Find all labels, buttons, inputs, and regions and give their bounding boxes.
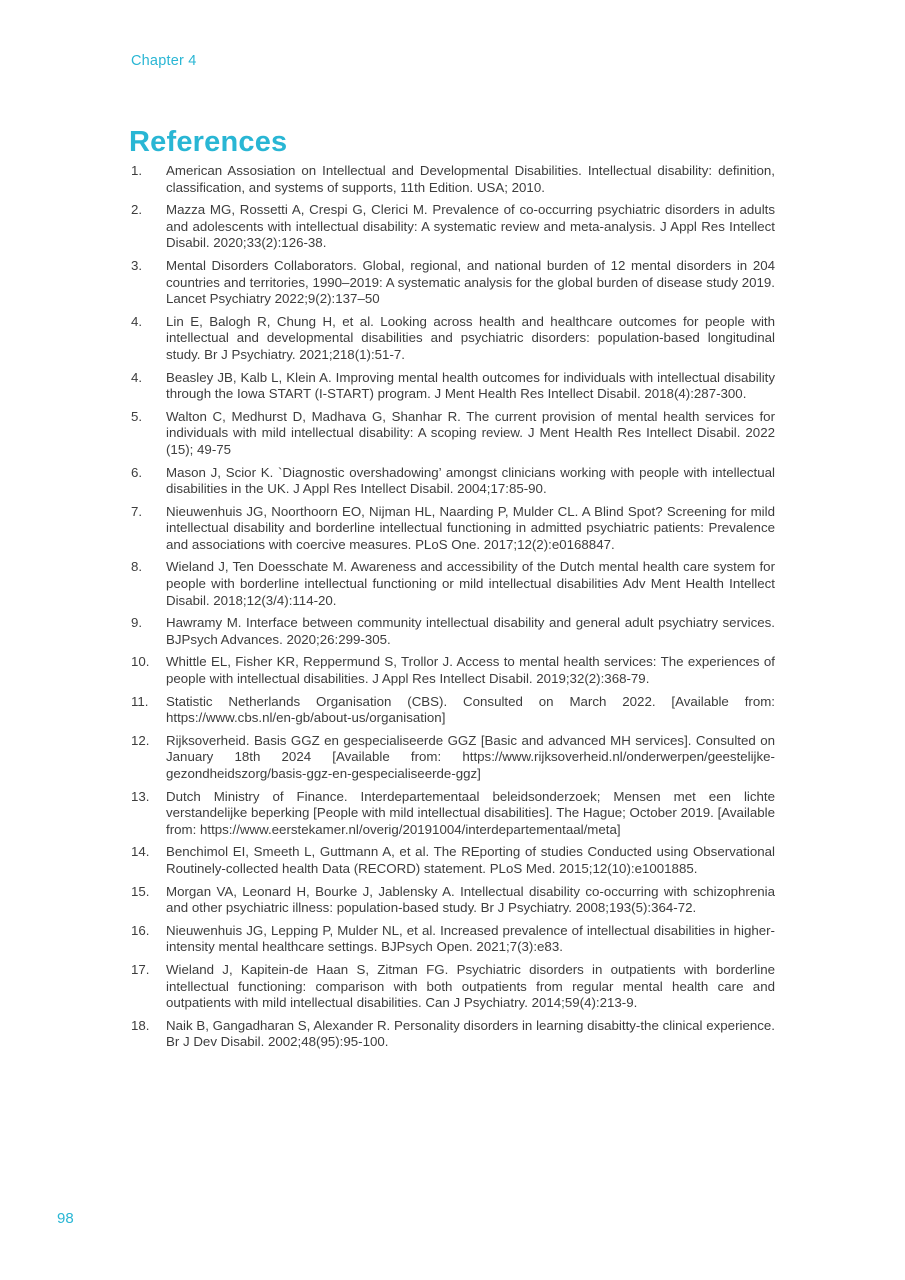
- reference-number: 4.: [131, 369, 143, 385]
- reference-text: Dutch Ministry of Finance. Interdepartementaal beleidsonderzoek; Mensen met een lichte verstandelijke beperking [People with mild intellectual disabilities]. The Hague; October 2019. [Available from: https://www.eerstekamer.nl/overig/20191004/interdepartementaal/meta]: [166, 788, 775, 837]
- reference-text: American Assosiation on Intellectual and Developmental Disabilities. Intellectual disability: definition, classification, and systems of supports, 11th Edition. USA; 2010.: [166, 163, 775, 195]
- reference-item: [131, 733, 775, 783]
- reference-item: [131, 202, 775, 252]
- reference-text: Mazza MG, Rossetti A, Crespi G, Clerici M. Prevalence of co-occurring psychiatric disorders in adults and adolescents with intellectual disability: A systematic review and meta-analysis. J Appl Res Intellect Disabil. 2020;33(2):126-38.: [166, 202, 775, 251]
- reference-text: Wieland J, Ten Doesschate M. Awareness and accessibility of the Dutch mental health care system for people with borderline intellectual functioning or mild intellectual disabilities Adv Ment Health Intellect Disabil. 2018;12(3/4):114-20.: [166, 559, 775, 608]
- reference-text: Walton C, Medhurst D, Madhava G, Shanhar R. The current provision of mental health services for individuals with mild intellectual disability: A scoping review. J Ment Health Res Intellect Disabil. 2022 (15); 49-75: [166, 408, 775, 457]
- reference-item: [131, 962, 775, 1012]
- reference-text: Naik B, Gangadharan S, Alexander R. Personality disorders in learning disabitty-the clinical experience. Br J Dev Disabil. 2002;48(95):95-100.: [166, 1017, 775, 1050]
- reference-number: 1.: [131, 163, 143, 178]
- reference-number: 12.: [131, 732, 150, 748]
- reference-item: [131, 884, 775, 917]
- reference-text: Statistic Netherlands Organisation (CBS). Consulted on March 2022. [Available from: https://www.cbs.nl/en-gb/about-us/organisation]: [166, 693, 775, 726]
- reference-text: Benchimol EI, Smeeth L, Guttmann A, et al. The REporting of studies Conducted using Observational Routinely-collected health Data (RECORD) statement. PLoS Med. 2015;12(10):e1001885.: [166, 844, 775, 876]
- reference-list: [131, 163, 775, 1057]
- reference-text: Hawramy M. Interface between community intellectual disability and general adult psychiatry services. BJPsych Advances. 2020;26:299-305.: [166, 615, 775, 647]
- reference-number: 5.: [131, 408, 143, 424]
- reference-item: [131, 465, 775, 498]
- reference-item: [131, 314, 775, 364]
- reference-text: Beasley JB, Kalb L, Klein A. Improving mental health outcomes for individuals with intellectual disability through the Iowa START (I-START) program. J Ment Health Res Intellect Disabil. 2018(4):287-300.: [166, 369, 775, 402]
- reference-item: [131, 654, 775, 687]
- reference-number: 7.: [131, 503, 143, 519]
- reference-item: [131, 1018, 775, 1051]
- reference-item: [131, 504, 775, 554]
- reference-item: [131, 258, 775, 308]
- chapter-label: Chapter 4: [131, 53, 197, 69]
- reference-number: 8.: [131, 559, 143, 575]
- reference-text: Mental Disorders Collaborators. Global, regional, and national burden of 12 mental disorders in 204 countries and territories, 1990–2019: A systematic analysis for the global burden of disease study 2019. Lancet Psychiatry 2022;9(2):137–50: [166, 257, 775, 307]
- reference-number: 18.: [131, 1017, 150, 1033]
- reference-text: Nieuwenhuis JG, Noorthoorn EO, Nijman HL, Naarding P, Mulder CL. A Blind Spot? Screening for mild intellectual disability and borderline intellectual functioning in admitted psychiatric patients: Prevalence and associations with coercive measures. PLoS One. 2017;12(2):e0168847.: [166, 503, 775, 552]
- reference-item: [131, 409, 775, 459]
- reference-number: 15.: [131, 883, 150, 899]
- reference-number: 17.: [131, 961, 150, 977]
- page-title: References: [129, 126, 288, 158]
- reference-item: [131, 789, 775, 839]
- reference-item: [131, 559, 775, 609]
- reference-number: 2.: [131, 202, 143, 218]
- reference-number: 14.: [131, 844, 150, 860]
- reference-text: Mason J, Scior K. `Diagnostic overshadowing’ amongst clinicians working with people with intellectual disabilities in the UK. J Appl Res Intellect Disabil. 2004;17:85-90.: [166, 464, 775, 497]
- reference-number: 11.: [131, 693, 149, 709]
- page-number: 98: [57, 1210, 74, 1227]
- reference-number: 9.: [131, 615, 143, 631]
- reference-text: Lin E, Balogh R, Chung H, et al. Looking across health and healthcare outcomes for people with intellectual and developmental disabilities and psychiatric disorders: population-based longitudinal study. Br J Psychiatry. 2021;218(1):51-7.: [166, 313, 775, 362]
- reference-text: Whittle EL, Fisher KR, Reppermund S, Trollor J. Access to mental health services: The experiences of people with intellectual disabilities. J Appl Res Intellect Disabil. 2019;32(2):368-79.: [166, 654, 775, 687]
- reference-item: [131, 615, 775, 648]
- reference-number: 10.: [131, 654, 150, 670]
- reference-item: [131, 163, 775, 196]
- reference-item: [131, 694, 775, 727]
- reference-text: Nieuwenhuis JG, Lepping P, Mulder NL, et al. Increased prevalence of intellectual disabilities in higher-intensity mental healthcare settings. BJPsych Open. 2021;7(3):e83.: [166, 922, 775, 955]
- reference-text: Rijksoverheid. Basis GGZ en gespecialiseerde GGZ [Basic and advanced MH services]. Consulted on January 18th 2024 [Available from: https://www.rijksoverheid.nl/onderwerpen/geestelijke-gezondheidszorg/basis-ggz-en-gespecialiseerde-ggz]: [166, 732, 775, 781]
- reference-text: Wieland J, Kapitein-de Haan S, Zitman FG. Psychiatric disorders in outpatients with borderline intellectual functioning: comparison with both outpatients from regular mental health care and outpatients with mild intellectual disabilities. Can J Psychiatry. 2014;59(4):213-9.: [166, 961, 775, 1011]
- reference-number: 4.: [131, 313, 143, 329]
- reference-text: Morgan VA, Leonard H, Bourke J, Jablensky A. Intellectual disability co-occurring with schizophrenia and other psychiatric illness: population-based study. Br J Psychiatry. 2008;193(5):364-72.: [166, 883, 775, 916]
- reference-item: [131, 923, 775, 956]
- reference-number: 13.: [131, 788, 150, 804]
- reference-item: [131, 844, 775, 877]
- reference-number: 6.: [131, 464, 143, 480]
- reference-number: 3.: [131, 257, 143, 273]
- reference-number: 16.: [131, 922, 150, 938]
- reference-item: [131, 370, 775, 403]
